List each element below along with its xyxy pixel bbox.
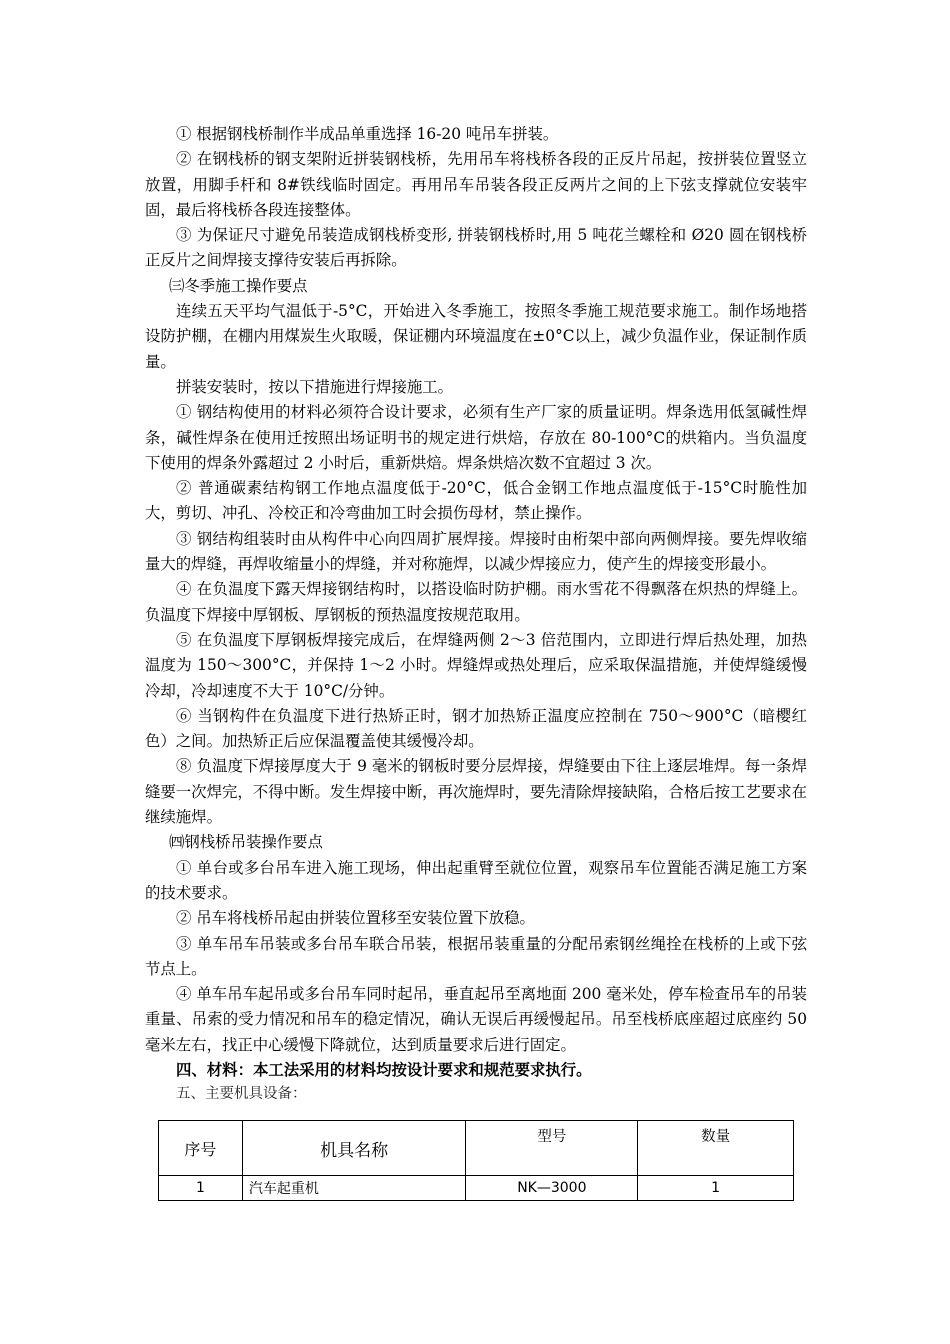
paragraph-welding-1: ① 钢结构使用的材料必须符合设计要求，必须有生产厂家的质量证明。焊条选用低氢碱性焊条，碱性焊条在使用迁按照出场证明书的规定进行烘焙，存放在 80-100°C的烘箱内。当负温度下使用的焊条外露超过 2 小时后，重新烘焙。焊条烘焙次数不宜超过 3 次。: [145, 403, 807, 472]
cell-model: NK—3000: [466, 1176, 638, 1201]
paragraph-hoisting-3: ③ 单车吊车吊装或多台吊车联合吊装，根据吊装重量的分配吊索钢丝绳拴在栈桥的上或下弦节点上。: [145, 934, 807, 978]
paragraph-3: ③ 为保证尺寸避免吊装造成钢栈桥变形, 拼装钢栈桥时,用 5 吨花兰螺栓和 Ø20 圆在钢栈桥正反片之间焊接支撑待安装后再拆除。: [145, 226, 807, 270]
paragraph-hoisting-4: ④ 单车吊车起吊或多台吊车同时起吊，垂直起吊至离地面 200 毫米处，停车检查吊车的吊装重量、吊索的受力情况和吊车的稳定情况，确认无误后再缓慢起吊。吊至栈桥底座超过底座约 50 毫米左右，找正中心缓慢下降就位，达到质量要求后进行固定。: [145, 985, 807, 1054]
section-4-heading: 四、材料：本工法采用的材料均按设计要求和规范要求执行。: [176, 1060, 592, 1079]
cell-index: 1: [159, 1176, 243, 1201]
table-header-row: [159, 1121, 794, 1176]
cell-qty: 1: [638, 1176, 794, 1201]
header-qty: 数量: [638, 1121, 794, 1176]
paragraph-hoisting-1: ① 单台或多台吊车进入施工现场，伸出起重臂至就位位置，观察吊车位置能否满足施工方案的技术要求。: [145, 858, 807, 902]
paragraph-welding-intro: 拼装安装时，按以下措施进行焊接施工。: [176, 377, 454, 396]
subheading-winter: ㈢冬季施工操作要点: [169, 276, 308, 295]
paragraph-welding-5: ⑤ 在负温度下厚钢板焊接完成后，在焊缝两侧 2～3 倍范围内，立即进行焊后热处理，加热温度为 150～300°C，并保持 1～2 小时。焊缝焊或热处理后，应采取保温措施，并使焊缝缓慢冷却，冷却速度不大于 10°C/分钟。: [145, 630, 807, 700]
paragraph-welding-8: ⑧ 负温度下焊接厚度大于 9 毫米的钢板时要分层焊接，焊缝要由下往上逐层堆焊。每一条焊缝要一次焊完，不得中断。发生焊接中断，再次施焊时，要先清除焊接缺陷，合格后按工艺要求在继续施焊。: [145, 757, 807, 827]
header-name: 机具名称: [242, 1121, 466, 1176]
paragraph-winter-intro: 连续五天平均气温低于-5°C，开始进入冬季施工，按照冬季施工规范要求施工。制作场地搭设防护棚，在棚内用煤炭生火取暖，保证棚内环境温度在±0°C以上，减少负温作业，保证制作质量。: [145, 302, 807, 371]
paragraph-welding-6: ⑥ 当钢构件在负温度下进行热矫正时，钢才加热矫正温度应控制在 750～900°C（暗樱红色）之间。加热矫正后应保温覆盖使其缓慢冷却。: [145, 706, 807, 751]
subheading-hoisting: ㈣钢栈桥吊装操作要点: [169, 833, 323, 852]
paragraph-2: ② 在钢栈桥的钢支架附近拼装钢栈桥，先用吊车将栈桥各段的正反片吊起，按拼装位置竖立放置，用脚手杆和 8#铁线临时固定。再用吊车吊装各段正反两片之间的上下弦支撑就位安装牢固，最后将栈桥各段连接整体。: [145, 150, 807, 219]
equipment-table: [158, 1120, 794, 1201]
header-model: 型号: [466, 1121, 638, 1176]
section-5-heading: 五、主要机具设备：: [176, 1085, 307, 1102]
document-body: [145, 122, 807, 1106]
paragraph-hoisting-2: ② 吊车将栈桥吊起由拼装位置移至安装位置下放稳。: [176, 909, 535, 928]
table-row: [159, 1176, 794, 1201]
header-index: 序号: [159, 1121, 243, 1176]
cell-name: 汽车起重机: [242, 1176, 466, 1201]
paragraph-welding-2: ② 普通碳素结构钢工作地点温度低于-20°C，低合金钢工作地点温度低于-15°C时脆性加大，剪切、冲孔、冷校正和冷弯曲加工时会损伤母材，禁止操作。: [145, 479, 807, 523]
paragraph-welding-4: ④ 在负温度下露天焊接钢结构时，以搭设临时防护棚。雨水雪花不得飘落在炽热的焊缝上。负温度下焊接中厚钢板、厚钢板的预热温度按规范取用。: [145, 580, 807, 624]
paragraph-1: ① 根据钢栈桥制作半成品单重选择 16-20 吨吊车拼装。: [176, 125, 559, 143]
paragraph-welding-3: ③ 钢结构组装时由从构件中心向四周扩展焊接。焊接时由桁架中部向两侧焊接。要先焊收缩量大的焊缝，再焊收缩量小的焊缝，并对称施焊，以减少焊接应力，使产生的焊接变形最小。: [145, 529, 807, 574]
